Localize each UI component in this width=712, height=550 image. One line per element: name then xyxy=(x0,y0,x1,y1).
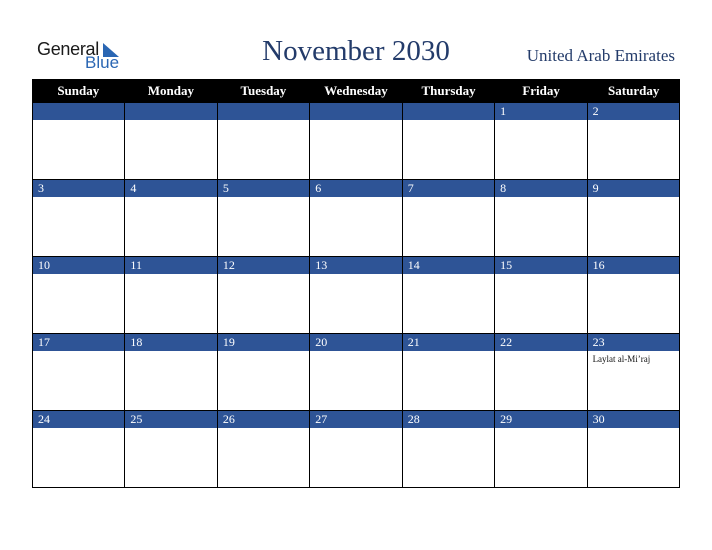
calendar-day-cell xyxy=(33,334,125,411)
day-number: 12 xyxy=(218,257,309,274)
day-number: 16 xyxy=(588,257,679,274)
calendar-grid xyxy=(32,79,680,488)
calendar-day-cell xyxy=(403,103,495,180)
day-number: 26 xyxy=(218,411,309,428)
day-number: 22 xyxy=(495,334,586,351)
weekday-saturday: Saturday xyxy=(608,83,660,98)
day-number: 23 xyxy=(588,334,679,351)
calendar-day-cell xyxy=(403,334,495,411)
calendar-day-cell xyxy=(588,411,680,488)
calendar-day-cell xyxy=(310,103,402,180)
calendar-day-cell xyxy=(218,411,310,488)
holiday-label: Laylat al-Mi’raj xyxy=(592,354,651,364)
calendar-day-cell xyxy=(495,103,587,180)
day-number: 9 xyxy=(588,180,679,197)
calendar-day-cell xyxy=(33,411,125,488)
calendar-day-cell xyxy=(310,411,402,488)
logo-text-blue: Blue xyxy=(85,53,120,72)
day-number: 1 xyxy=(495,103,586,120)
calendar-day-cell xyxy=(495,180,587,257)
calendar-day-cell xyxy=(218,103,310,180)
day-number: 3 xyxy=(33,180,124,197)
weekday-tuesday: Tuesday xyxy=(240,83,287,98)
day-number xyxy=(125,103,216,120)
calendar-day-cell xyxy=(310,334,402,411)
calendar-day-cell xyxy=(33,257,125,334)
country-label: United Arab Emirates xyxy=(526,46,675,65)
day-number: 21 xyxy=(403,334,494,351)
calendar-day-cell xyxy=(125,334,217,411)
calendar-day-cell xyxy=(310,180,402,257)
day-number: 29 xyxy=(495,411,586,428)
weekday-sunday: Sunday xyxy=(57,83,100,98)
day-number: 6 xyxy=(310,180,401,197)
calendar-day-cell xyxy=(218,180,310,257)
day-number: 24 xyxy=(33,411,124,428)
calendar-week-row xyxy=(32,180,680,257)
calendar-week-row xyxy=(32,103,680,180)
day-number xyxy=(218,103,309,120)
day-number xyxy=(310,103,401,120)
weeks-container xyxy=(32,103,680,488)
calendar-day-cell xyxy=(125,180,217,257)
day-number: 8 xyxy=(495,180,586,197)
day-number xyxy=(33,103,124,120)
day-number: 7 xyxy=(403,180,494,197)
calendar-day-cell xyxy=(33,103,125,180)
day-number: 11 xyxy=(125,257,216,274)
weekday-header xyxy=(32,79,680,103)
day-number: 15 xyxy=(495,257,586,274)
weekday-monday: Monday xyxy=(147,83,194,98)
day-number: 18 xyxy=(125,334,216,351)
day-number: 30 xyxy=(588,411,679,428)
calendar-day-cell xyxy=(125,103,217,180)
day-number: 4 xyxy=(125,180,216,197)
day-number: 17 xyxy=(33,334,124,351)
calendar-day-cell xyxy=(495,411,587,488)
calendar-day-cell xyxy=(495,334,587,411)
calendar-day-cell xyxy=(588,334,680,411)
day-number: 19 xyxy=(218,334,309,351)
calendar-week-row xyxy=(32,257,680,334)
weekday-wednesday: Wednesday xyxy=(324,83,388,98)
day-number: 5 xyxy=(218,180,309,197)
weekday-friday: Friday xyxy=(522,83,560,98)
day-number xyxy=(403,103,494,120)
page-title: November 2030 xyxy=(262,35,450,67)
calendar-day-cell xyxy=(218,257,310,334)
day-number: 13 xyxy=(310,257,401,274)
calendar-day-cell xyxy=(588,257,680,334)
logo-text-general: General xyxy=(37,39,99,59)
calendar-day-cell xyxy=(403,411,495,488)
day-number: 25 xyxy=(125,411,216,428)
calendar-day-cell xyxy=(125,411,217,488)
day-number: 20 xyxy=(310,334,401,351)
day-number: 14 xyxy=(403,257,494,274)
calendar-week-row xyxy=(32,334,680,411)
day-number: 27 xyxy=(310,411,401,428)
calendar-day-cell xyxy=(588,180,680,257)
calendar-day-cell xyxy=(33,180,125,257)
calendar-day-cell xyxy=(588,103,680,180)
calendar-day-cell xyxy=(403,180,495,257)
calendar-day-cell xyxy=(403,257,495,334)
day-number: 2 xyxy=(588,103,679,120)
calendar-day-cell xyxy=(218,334,310,411)
calendar-day-cell xyxy=(495,257,587,334)
weekday-thursday: Thursday xyxy=(421,83,476,98)
calendar-week-row xyxy=(32,411,680,488)
day-number: 28 xyxy=(403,411,494,428)
calendar-day-cell xyxy=(125,257,217,334)
calendar-day-cell xyxy=(310,257,402,334)
day-number: 10 xyxy=(33,257,124,274)
